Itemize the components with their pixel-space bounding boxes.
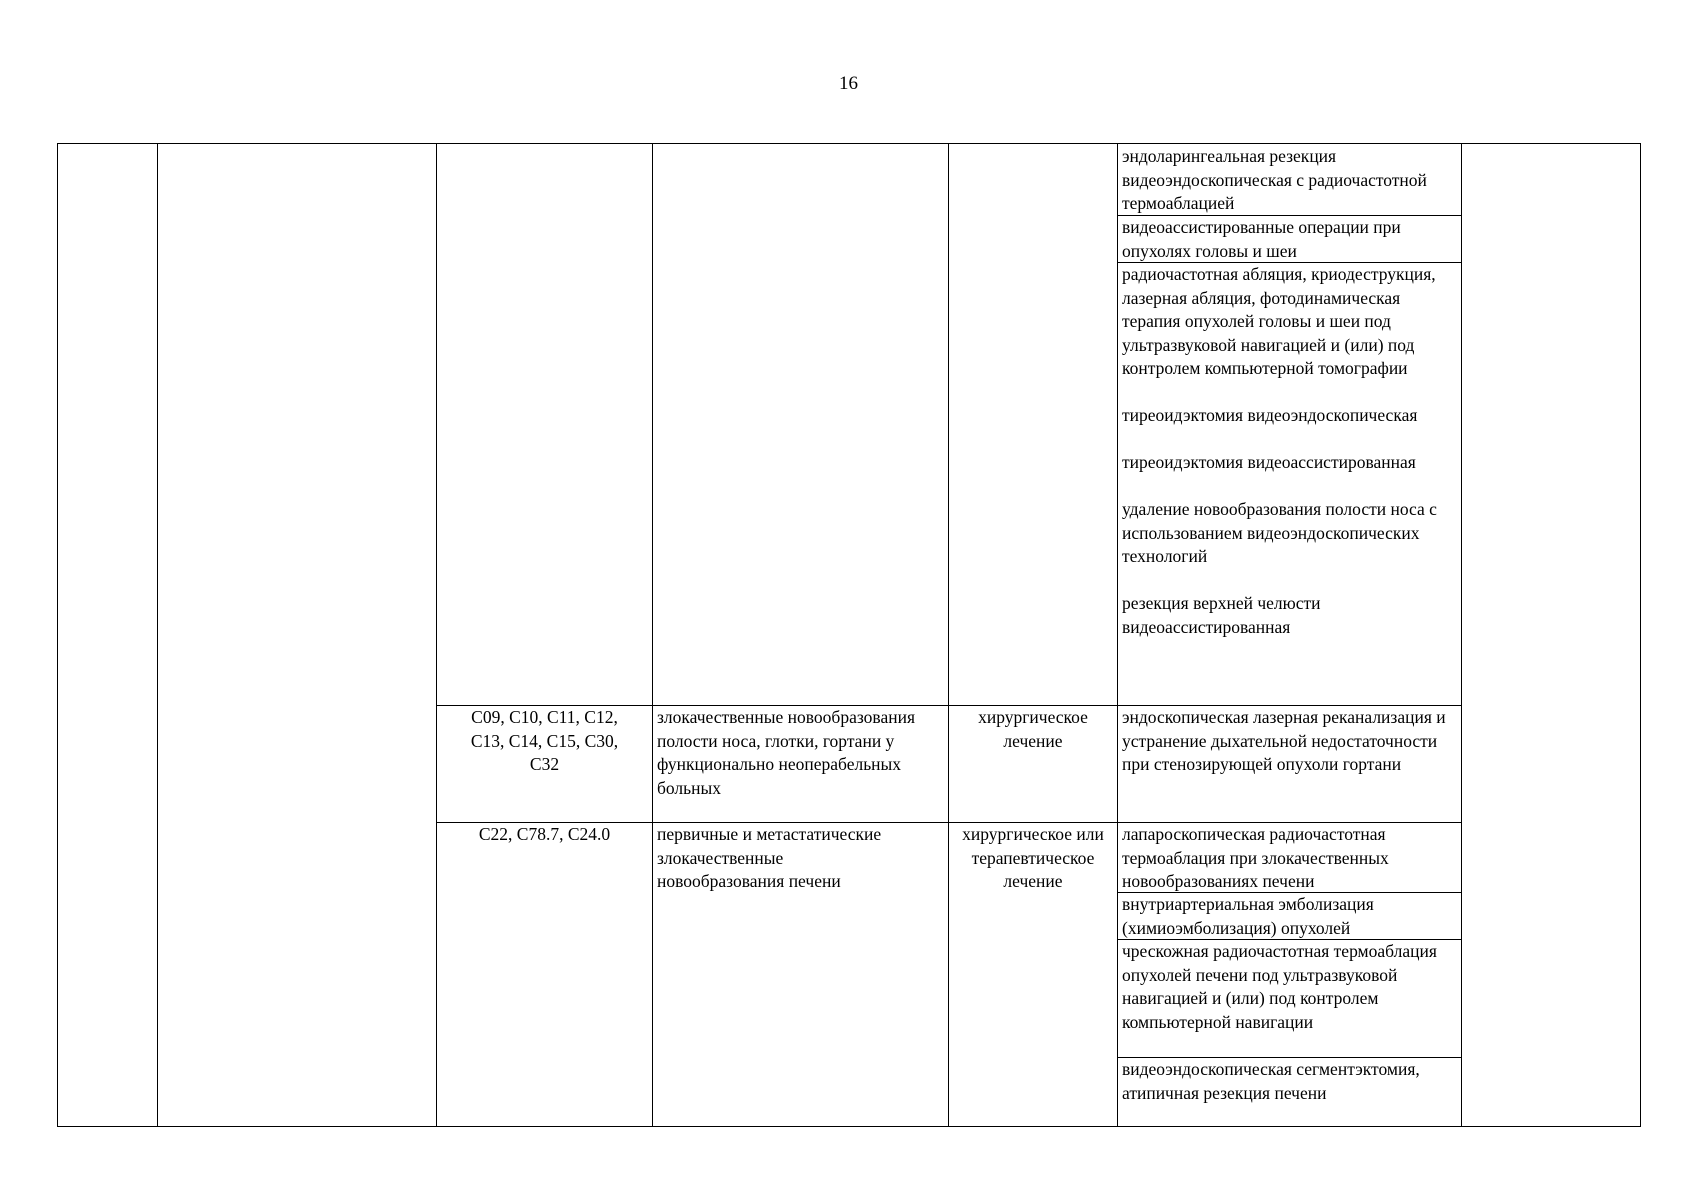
treatment-cell: хирургическое или терапевтическое лечение <box>962 824 1104 891</box>
diagnosis-cell: первичные и метастатические злокачественные новообразования печени <box>657 824 882 891</box>
method-cell: видеоэндоскопическая сегментэктомия, атипичная резекция печени <box>1122 1059 1420 1103</box>
page-number: 16 <box>839 73 858 94</box>
icd-codes-cell: C09, C10, C11, C12, C13, C14, C15, C30, C32 <box>470 707 619 774</box>
method-cell: эндоларингеальная резекция видеоэндоскопическая с радиочастотной термоаблацией <box>1122 146 1427 213</box>
column-divider <box>652 144 653 1126</box>
method-text: удаление новообразования полости носа с использованием видеоэндоскопических технологий <box>1122 499 1437 566</box>
method-text: радиочастотная абляция, криодеструкция, лазерная абляция, фотодинамическая терапия опухолей головы и шеи под ультразвуковой навигацией и (или) под контролем компьютерной томографии <box>1122 264 1436 378</box>
services-table <box>57 143 1641 1127</box>
method-cell: внутриартериальная эмболизация (химиоэмболизация) опухолей <box>1122 894 1374 938</box>
method-cell-group <box>1118 263 1461 639</box>
method-cell: лапароскопическая радиочастотная термоаблация при злокачественных новообразованиях печени <box>1122 824 1389 891</box>
method-text: резекция верхней челюсти видеоассистированная <box>1122 593 1321 637</box>
column-divider <box>436 144 437 1126</box>
method-cell: чрескожная радиочастотная термоаблация опухолей печени под ультразвуковой навигацией и (или) под контролем компьютерной навигации <box>1122 941 1437 1032</box>
column-divider <box>948 144 949 1126</box>
method-cell: эндоскопическая лазерная реканализация и устранение дыхательной недостаточности при стенозирующей опухоли гортани <box>1122 707 1446 774</box>
method-cell: видеоассистированные операции при опухолях головы и шеи <box>1122 217 1401 261</box>
method-text: тиреоидэктомия видеоэндоскопическая <box>1122 405 1418 425</box>
column-divider <box>1461 144 1462 1126</box>
column-divider <box>157 144 158 1126</box>
method-text: тиреоидэктомия видеоассистированная <box>1122 452 1416 472</box>
icd-codes-cell: C22, C78.7, C24.0 <box>478 824 611 844</box>
diagnosis-cell: злокачественные новообразования полости носа, глотки, гортани у функционально неоперабельных больных <box>657 707 915 798</box>
treatment-cell: хирургическое лечение <box>978 707 1088 751</box>
